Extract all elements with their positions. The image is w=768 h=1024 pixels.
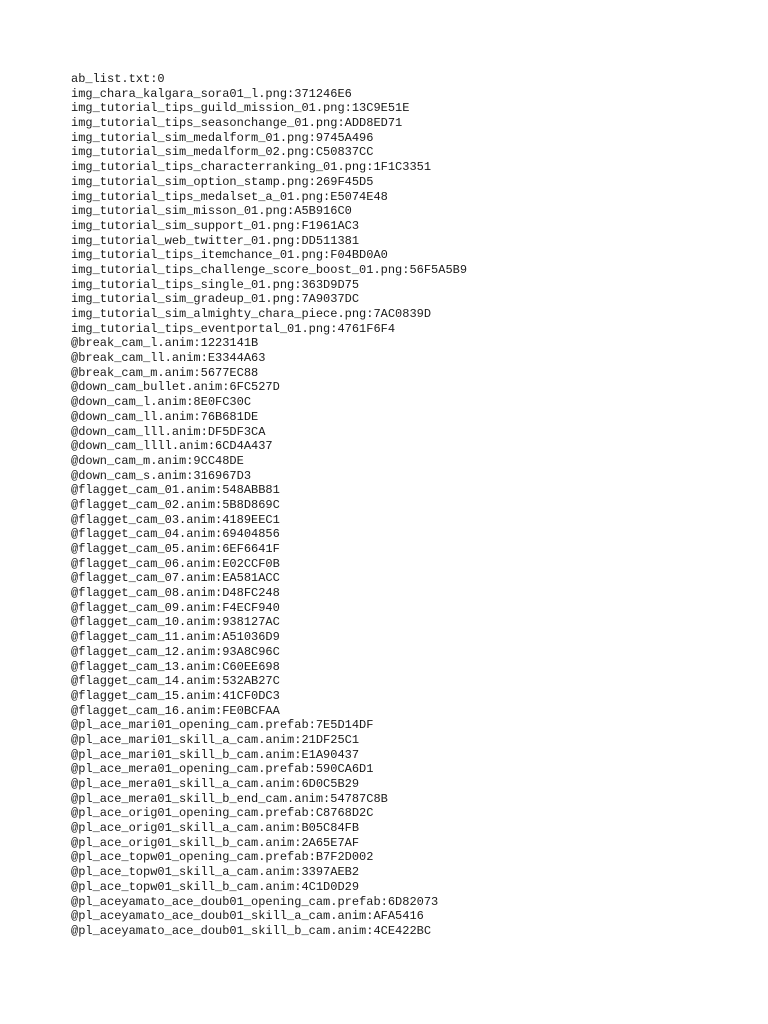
text-line: img_tutorial_tips_challenge_score_boost_01.png:56F5A5B9: [71, 262, 468, 277]
text-line: @flagget_cam_06.anim:E02CCF0B: [71, 556, 280, 571]
text-line: img_tutorial_sim_misson_01.png:A5B916C0: [71, 204, 352, 219]
text-line: @pl_aceyamato_ace_doub01_skill_b_cam.anim:4CE422BC: [71, 923, 432, 938]
text-line: @break_cam_l.anim:1223141B: [71, 336, 259, 351]
text-line: img_tutorial_web_twitter_01.png:DD511381: [71, 233, 360, 248]
text-line: @down_cam_l.anim:8E0FC30C: [71, 395, 252, 410]
text-line: @flagget_cam_08.anim:D48FC248: [71, 586, 280, 601]
text-line: @flagget_cam_14.anim:532AB27C: [71, 674, 280, 689]
text-line: @flagget_cam_07.anim:EA581ACC: [71, 571, 280, 586]
text-line: @break_cam_m.anim:5677EC88: [71, 365, 259, 380]
text-line: @pl_ace_topw01_opening_cam.prefab:B7F2D002: [71, 850, 374, 865]
text-line: @flagget_cam_03.anim:4189EEC1: [71, 512, 280, 527]
text-line: img_tutorial_sim_medalform_01.png:9745A496: [71, 130, 374, 145]
text-line: img_tutorial_sim_support_01.png:F1961AC3: [71, 218, 360, 233]
text-line: @pl_ace_mari01_skill_a_cam.anim:21DF25C1: [71, 732, 360, 747]
text-line: @pl_ace_mera01_skill_a_cam.anim:6D0C5B29: [71, 777, 360, 791]
text-line: @flagget_cam_01.anim:548ABB81: [71, 483, 280, 498]
text-line: @down_cam_lll.anim:DF5DF3CA: [71, 424, 266, 439]
text-line: @pl_ace_orig01_skill_b_cam.anim:2A65E7AF: [71, 835, 360, 850]
text-line: @pl_ace_mari01_opening_cam.prefab:7E5D14DF: [71, 718, 374, 733]
text-line: img_tutorial_tips_eventportal_01.png:4761F6F4: [71, 321, 396, 336]
text-line: @down_cam_bullet.anim:6FC527D: [71, 380, 280, 395]
text-line: @flagget_cam_02.anim:5B8D869C: [71, 497, 280, 512]
text-line: @flagget_cam_10.anim:938127AC: [71, 615, 280, 630]
text-line: img_tutorial_sim_almighty_chara_piece.png:7AC0839D: [71, 307, 432, 321]
text-line: @flagget_cam_13.anim:C60EE698: [71, 659, 280, 674]
text-line: img_tutorial_tips_characterranking_01.png:1F1C3351: [71, 160, 432, 175]
text-line: @flagget_cam_16.anim:FE0BCFAA: [71, 703, 280, 718]
text-line: ab_list.txt:0: [71, 72, 165, 86]
text-line: @pl_ace_orig01_skill_a_cam.anim:B05C84FB: [71, 821, 360, 836]
text-line: img_tutorial_tips_seasonchange_01.png:ADD8ED71: [71, 116, 403, 131]
text-line: @pl_aceyamato_ace_doub01_opening_cam.prefab:6D82073: [71, 894, 439, 909]
text-line: @pl_aceyamato_ace_doub01_skill_a_cam.anim:AFA5416: [71, 909, 424, 924]
text-line: @pl_ace_topw01_skill_b_cam.anim:4C1D0D29: [71, 879, 360, 894]
text-line: img_tutorial_tips_medalset_a_01.png:E5074E48: [71, 189, 388, 204]
text-line: img_tutorial_sim_medalform_02.png:C50837CC: [71, 145, 374, 160]
text-line: @pl_ace_mera01_opening_cam.prefab:590CA6D1: [71, 762, 374, 777]
text-line: @down_cam_m.anim:9CC48DE: [71, 453, 244, 468]
document-text-body: [71, 72, 751, 939]
text-line: @pl_ace_mera01_skill_b_end_cam.anim:54787C8B: [71, 791, 388, 806]
text-line: @down_cam_ll.anim:76B681DE: [71, 409, 259, 424]
text-line: @break_cam_ll.anim:E3344A63: [71, 351, 266, 366]
text-line: @flagget_cam_11.anim:A51036D9: [71, 630, 280, 645]
text-line: img_tutorial_sim_gradeup_01.png:7A9037DC: [71, 292, 360, 307]
text-line: @pl_ace_orig01_opening_cam.prefab:C8768D2C: [71, 806, 374, 821]
text-line: @down_cam_llll.anim:6CD4A437: [71, 439, 273, 454]
text-line: @flagget_cam_05.anim:6EF6641F: [71, 542, 280, 556]
text-line: @flagget_cam_09.anim:F4ECF940: [71, 600, 280, 615]
text-line: img_chara_kalgara_sora01_l.png:371246E6: [71, 86, 352, 101]
text-line: @pl_ace_mari01_skill_b_cam.anim:E1A90437: [71, 747, 360, 762]
text-line: @pl_ace_topw01_skill_a_cam.anim:3397AEB2: [71, 865, 360, 880]
text-line: @flagget_cam_12.anim:93A8C96C: [71, 644, 280, 659]
text-line: @down_cam_s.anim:316967D3: [71, 468, 252, 483]
text-line: img_tutorial_tips_guild_mission_01.png:13C9E51E: [71, 101, 410, 116]
text-line: @flagget_cam_04.anim:69404856: [71, 527, 280, 542]
text-line: @flagget_cam_15.anim:41CF0DC3: [71, 688, 280, 703]
text-line: img_tutorial_tips_itemchance_01.png:F04BD0A0: [71, 248, 388, 263]
text-line: img_tutorial_tips_single_01.png:363D9D75: [71, 277, 360, 292]
text-line: img_tutorial_sim_option_stamp.png:269F45D5: [71, 174, 374, 189]
